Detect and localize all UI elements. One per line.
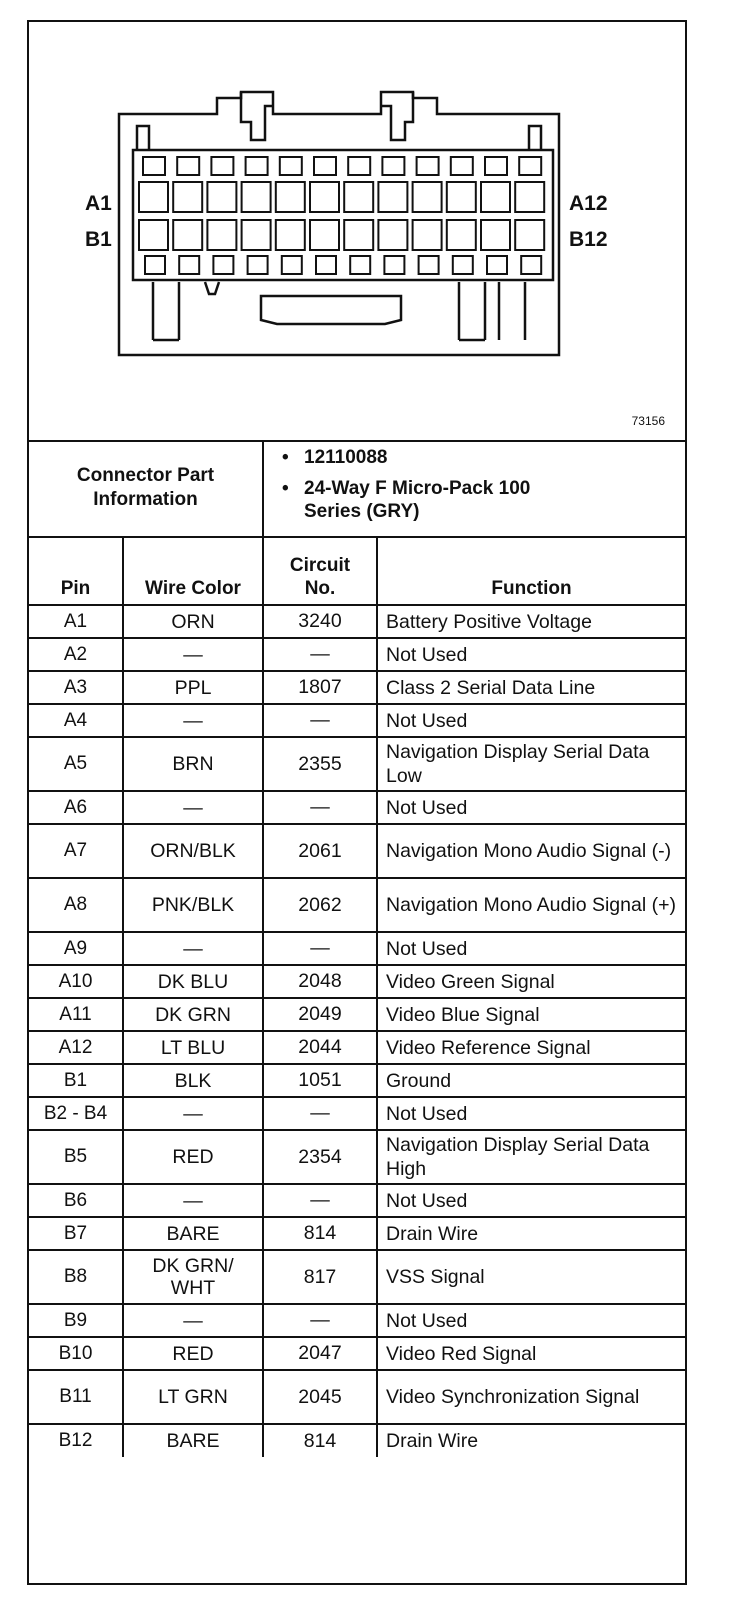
function-cell: Not Used bbox=[377, 704, 685, 737]
pin-cavity-a bbox=[447, 182, 476, 212]
table-row bbox=[29, 824, 685, 878]
function-cell: Not Used bbox=[377, 1184, 685, 1217]
circuit-number-cell: — bbox=[263, 791, 377, 824]
function-cell: Video Red Signal bbox=[377, 1337, 685, 1370]
circuit-number-cell: 2062 bbox=[263, 878, 377, 932]
pin-cavity-b bbox=[378, 220, 407, 250]
header-circuit-no: Circuit No. bbox=[263, 536, 377, 605]
pin-latch-a bbox=[177, 157, 199, 175]
pin-cavity-a bbox=[413, 182, 442, 212]
function-cell: Not Used bbox=[377, 1097, 685, 1130]
pin-cell: A5 bbox=[29, 737, 123, 791]
pin-cell: A1 bbox=[29, 605, 123, 638]
circuit-number-cell: 2044 bbox=[263, 1031, 377, 1064]
pin-latch-b bbox=[316, 256, 336, 274]
pin-cavity-b bbox=[242, 220, 271, 250]
table-row bbox=[29, 1031, 685, 1064]
circuit-number-cell: — bbox=[263, 704, 377, 737]
circuit-number-cell: 1807 bbox=[263, 671, 377, 704]
pin-cavity-b bbox=[481, 220, 510, 250]
table-row bbox=[29, 704, 685, 737]
wire-color-cell: ORN bbox=[123, 605, 263, 638]
circuit-number-cell: — bbox=[263, 932, 377, 965]
pin-cell: A9 bbox=[29, 932, 123, 965]
function-cell: Not Used bbox=[377, 932, 685, 965]
pin-latch-a bbox=[211, 157, 233, 175]
pin-cavity-b bbox=[310, 220, 339, 250]
pin-latch-a bbox=[451, 157, 473, 175]
pin-latch-a bbox=[314, 157, 336, 175]
figure-number: 73156 bbox=[631, 414, 665, 428]
circuit-number-cell: 2047 bbox=[263, 1337, 377, 1370]
table-row bbox=[29, 1064, 685, 1097]
function-cell: Class 2 Serial Data Line bbox=[377, 671, 685, 704]
pin-cell: B10 bbox=[29, 1337, 123, 1370]
function-cell: Navigation Display Serial Data Low bbox=[377, 737, 685, 791]
pin-latch-b bbox=[179, 256, 199, 274]
table-row bbox=[29, 1424, 685, 1457]
wire-color-cell: PPL bbox=[123, 671, 263, 704]
function-cell: Not Used bbox=[377, 638, 685, 671]
pin-latch-b bbox=[419, 256, 439, 274]
pin-cavity-b bbox=[173, 220, 202, 250]
circuit-number-cell: 1051 bbox=[263, 1064, 377, 1097]
circuit-number-cell: 814 bbox=[263, 1424, 377, 1457]
table-row bbox=[29, 1097, 685, 1130]
pin-cavity-b bbox=[344, 220, 373, 250]
pin-latch-a bbox=[417, 157, 439, 175]
pin-latch-b bbox=[521, 256, 541, 274]
table-row bbox=[29, 932, 685, 965]
table-row bbox=[29, 1304, 685, 1337]
wire-color-cell: — bbox=[123, 704, 263, 737]
function-cell: Ground bbox=[377, 1064, 685, 1097]
wire-color-cell: DK GRN bbox=[123, 998, 263, 1031]
pin-latch-a bbox=[348, 157, 370, 175]
connector-description: • 24-Way F Micro-Pack 100 Series (GRY) bbox=[304, 477, 544, 523]
pin-cell: B12 bbox=[29, 1424, 123, 1457]
pin-latch-a bbox=[382, 157, 404, 175]
wire-color-cell: BARE bbox=[123, 1217, 263, 1250]
function-cell: Not Used bbox=[377, 791, 685, 824]
table-row bbox=[29, 671, 685, 704]
pin-cell: B7 bbox=[29, 1217, 123, 1250]
circuit-number-cell: 2048 bbox=[263, 965, 377, 998]
table-row bbox=[29, 1250, 685, 1304]
function-cell: Video Synchronization Signal bbox=[377, 1370, 685, 1424]
label-b12: B12 bbox=[569, 228, 608, 251]
header-wire-color: Wire Color bbox=[123, 536, 263, 605]
table-row bbox=[29, 737, 685, 791]
table-row bbox=[29, 638, 685, 671]
wire-color-cell: LT GRN bbox=[123, 1370, 263, 1424]
pin-cell: B9 bbox=[29, 1304, 123, 1337]
circuit-number-cell: 2355 bbox=[263, 737, 377, 791]
circuit-number-cell: 2061 bbox=[263, 824, 377, 878]
table-row bbox=[29, 1184, 685, 1217]
wire-color-cell: — bbox=[123, 932, 263, 965]
pin-cavity-b bbox=[139, 220, 168, 250]
pin-latch-b bbox=[282, 256, 302, 274]
wire-color-cell: LT BLU bbox=[123, 1031, 263, 1064]
circuit-number-cell: 814 bbox=[263, 1217, 377, 1250]
pin-cavity-b bbox=[276, 220, 305, 250]
pinout-table bbox=[29, 536, 685, 1457]
pin-latch-a bbox=[280, 157, 302, 175]
pin-cell: A6 bbox=[29, 791, 123, 824]
circuit-number-cell: — bbox=[263, 1304, 377, 1337]
label-a12: A12 bbox=[569, 192, 608, 215]
circuit-number-cell: — bbox=[263, 638, 377, 671]
wire-color-cell: — bbox=[123, 638, 263, 671]
function-cell: Video Blue Signal bbox=[377, 998, 685, 1031]
function-cell: Navigation Mono Audio Signal (-) bbox=[377, 824, 685, 878]
connector-document bbox=[27, 20, 687, 1585]
function-cell: Video Green Signal bbox=[377, 965, 685, 998]
pin-cell: B2 - B4 bbox=[29, 1097, 123, 1130]
wire-color-cell: DK GRN/ WHT bbox=[123, 1250, 263, 1304]
circuit-number-cell: 2045 bbox=[263, 1370, 377, 1424]
table-row bbox=[29, 791, 685, 824]
table-row bbox=[29, 998, 685, 1031]
table-row bbox=[29, 965, 685, 998]
pin-cell: A4 bbox=[29, 704, 123, 737]
pin-cell: A8 bbox=[29, 878, 123, 932]
wire-color-cell: BARE bbox=[123, 1424, 263, 1457]
pin-cell: A11 bbox=[29, 998, 123, 1031]
wire-color-cell: RED bbox=[123, 1130, 263, 1184]
pin-latch-a bbox=[246, 157, 268, 175]
wire-color-cell: RED bbox=[123, 1337, 263, 1370]
function-cell: Battery Positive Voltage bbox=[377, 605, 685, 638]
pin-latch-a bbox=[519, 157, 541, 175]
wire-color-cell: — bbox=[123, 1184, 263, 1217]
pin-cell: B11 bbox=[29, 1370, 123, 1424]
connector-part-information bbox=[29, 440, 685, 538]
circuit-number-cell: 3240 bbox=[263, 605, 377, 638]
pin-latch-a bbox=[143, 157, 165, 175]
pin-cell: A10 bbox=[29, 965, 123, 998]
pin-cell: A3 bbox=[29, 671, 123, 704]
pin-cavity-a bbox=[344, 182, 373, 212]
pin-cell: A7 bbox=[29, 824, 123, 878]
table-row bbox=[29, 1337, 685, 1370]
pin-cell: B1 bbox=[29, 1064, 123, 1097]
pin-latch-b bbox=[248, 256, 268, 274]
wire-color-cell: BRN bbox=[123, 737, 263, 791]
pin-cell: B5 bbox=[29, 1130, 123, 1184]
wire-color-cell: — bbox=[123, 1097, 263, 1130]
circuit-number-cell: — bbox=[263, 1184, 377, 1217]
connector-diagram bbox=[29, 22, 685, 442]
wire-color-cell: BLK bbox=[123, 1064, 263, 1097]
pin-cavity-a bbox=[139, 182, 168, 212]
function-cell: Navigation Display Serial Data High bbox=[377, 1130, 685, 1184]
wire-color-cell: ORN/BLK bbox=[123, 824, 263, 878]
pin-cavity-a bbox=[310, 182, 339, 212]
header-pin: Pin bbox=[29, 536, 123, 605]
function-cell: Navigation Mono Audio Signal (+) bbox=[377, 878, 685, 932]
pin-cavity-a bbox=[515, 182, 544, 212]
circuit-number-cell: — bbox=[263, 1097, 377, 1130]
function-cell: Drain Wire bbox=[377, 1217, 685, 1250]
table-row bbox=[29, 878, 685, 932]
pin-latch-b bbox=[384, 256, 404, 274]
pin-cell: A2 bbox=[29, 638, 123, 671]
pin-cell: A12 bbox=[29, 1031, 123, 1064]
function-cell: Not Used bbox=[377, 1304, 685, 1337]
circuit-number-cell: 2354 bbox=[263, 1130, 377, 1184]
wire-color-cell: PNK/BLK bbox=[123, 878, 263, 932]
pin-cell: B8 bbox=[29, 1250, 123, 1304]
pin-cavity-a bbox=[242, 182, 271, 212]
wire-color-cell: — bbox=[123, 1304, 263, 1337]
pin-cavity-a bbox=[207, 182, 236, 212]
table-row bbox=[29, 1370, 685, 1424]
pin-cavity-b bbox=[207, 220, 236, 250]
wire-color-cell: — bbox=[123, 791, 263, 824]
function-cell: Video Reference Signal bbox=[377, 1031, 685, 1064]
pin-cavity-b bbox=[413, 220, 442, 250]
table-row bbox=[29, 1130, 685, 1184]
part-number: • 12110088 bbox=[304, 446, 685, 469]
pin-latch-b bbox=[145, 256, 165, 274]
pin-cavity-a bbox=[481, 182, 510, 212]
label-a1: A1 bbox=[85, 192, 112, 215]
wire-color-cell: DK BLU bbox=[123, 965, 263, 998]
pin-latch-a bbox=[485, 157, 507, 175]
pin-cell: B6 bbox=[29, 1184, 123, 1217]
pin-cavity-b bbox=[447, 220, 476, 250]
connector-info-title: Connector Part Information bbox=[29, 440, 264, 536]
function-cell: VSS Signal bbox=[377, 1250, 685, 1304]
pin-latch-b bbox=[453, 256, 473, 274]
pin-latch-b bbox=[213, 256, 233, 274]
pin-latch-b bbox=[487, 256, 507, 274]
circuit-number-cell: 817 bbox=[263, 1250, 377, 1304]
header-function: Function bbox=[377, 536, 685, 605]
label-b1: B1 bbox=[85, 228, 112, 251]
pin-cavity-a bbox=[276, 182, 305, 212]
pin-cavity-b bbox=[515, 220, 544, 250]
pin-latch-b bbox=[350, 256, 370, 274]
pin-cavity-a bbox=[173, 182, 202, 212]
circuit-number-cell: 2049 bbox=[263, 998, 377, 1031]
table-row bbox=[29, 1217, 685, 1250]
function-cell: Drain Wire bbox=[377, 1424, 685, 1457]
pin-cavity-a bbox=[378, 182, 407, 212]
table-row bbox=[29, 605, 685, 638]
